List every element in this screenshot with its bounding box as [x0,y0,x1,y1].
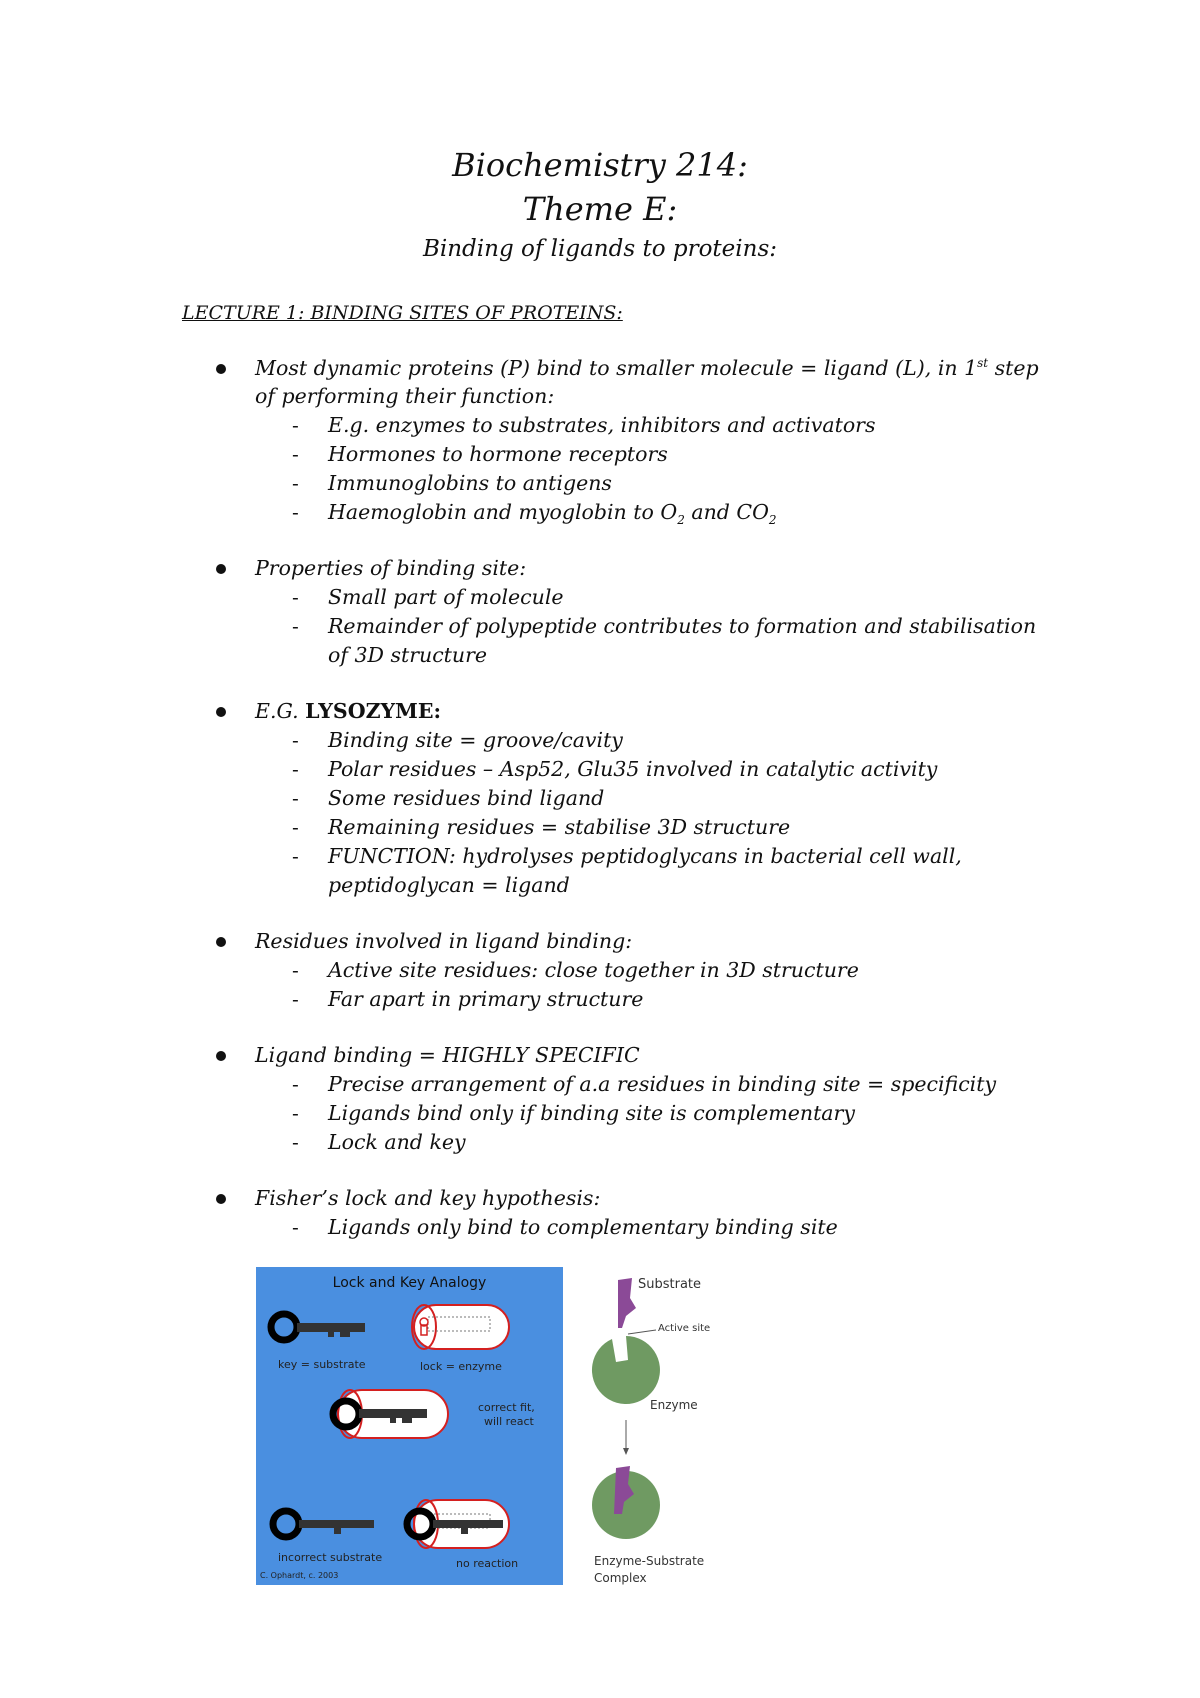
enzyme-drawing [586,1268,726,1588]
list-item: Ligands bind only if binding site is complementary [328,1101,855,1125]
active-site-label: Active site [658,1323,711,1334]
correct-fit-label: correct fit, [478,1401,535,1414]
bullet-icon [216,937,226,947]
dash-icon: - [292,728,299,752]
figure-title: Lock and Key Analogy [332,1275,487,1291]
bullet-icon [216,1051,226,1061]
dash-icon: - [292,786,299,810]
theme-title: Theme E: [522,190,678,228]
list-item: E.g. enzymes to substrates, inhibitors and activators [328,413,876,437]
complex-label-1: Enzyme-Substrate [594,1554,705,1568]
list-item: Active site residues: close together in 3D structure [328,958,859,982]
list-item: Far apart in primary structure [328,987,644,1011]
section2-head: Properties of binding site: [255,556,527,580]
dash-icon: - [292,471,299,495]
section6-head: Fisher’s lock and key hypothesis: [255,1186,601,1210]
list-item: Binding site = groove/cavity [328,728,623,752]
dash-icon: - [292,1130,299,1154]
dash-icon: - [292,815,299,839]
dash-icon: - [292,413,299,437]
dash-icon: - [292,757,299,781]
list-item-continued: of 3D structure [328,643,488,667]
list-item-continued: peptidoglycan = ligand [328,873,570,897]
list-item: Immunoglobins to antigens [328,471,612,495]
bullet-icon [216,564,226,574]
section4-head: Residues involved in ligand binding: [255,929,633,953]
list-item: Small part of molecule [328,585,564,609]
no-reaction-icon [407,1500,509,1548]
section1-line1: Most dynamic proteins (P) bind to smaller molecule = ligand (L), in 1st step [255,356,1039,380]
section3-head: E.G. LYSOZYME: [255,699,442,723]
complex-label-2: Complex [594,1571,647,1585]
course-title: Biochemistry 214: [452,146,748,184]
list-item-haemoglobin: Haemoglobin and myoglobin to $O_2$ and $CO_2$ [328,500,777,528]
will-react-label: will react [484,1415,534,1428]
dash-icon: - [292,958,299,982]
lock-key-figure [256,1267,563,1585]
list-item: Polar residues – Asp52, Glu35 involved in catalytic activity [328,757,938,781]
subtitle: Binding of ligands to proteins: [422,236,777,262]
substrate-label: Substrate [638,1277,702,1292]
list-item: Remainder of polypeptide contributes to formation and stabilisation [328,614,1037,638]
enzyme-label: Enzyme [650,1398,698,1412]
dash-icon: - [292,987,299,1011]
correct-fit-icon [333,1390,448,1438]
dash-icon: - [292,585,299,609]
enzyme-icon [592,1336,660,1404]
section1-line2: of performing their function: [255,384,555,408]
bullet-icon [216,364,226,374]
dash-icon: - [292,1072,299,1096]
dash-icon: - [292,1215,299,1239]
no-reaction-label: no reaction [456,1557,519,1570]
list-item: Some residues bind ligand [328,786,605,810]
incorrect-label: incorrect substrate [278,1551,383,1564]
incorrect-key-icon [273,1511,374,1537]
dash-icon: - [292,1101,299,1125]
dash-icon: - [292,844,299,868]
enzyme-substrate-figure [586,1268,726,1588]
lock-icon [412,1305,509,1349]
figure-credit: C. Ophardt, c. 2003 [260,1571,339,1580]
dash-icon: - [292,442,299,466]
substrate-icon [618,1278,636,1328]
key-icon [271,1314,365,1340]
list-item: Remaining residues = stabilise 3D structure [328,815,791,839]
list-item: Precise arrangement of a.a residues in binding site = specificity [328,1072,997,1096]
lecture-heading: LECTURE 1: BINDING SITES OF PROTEINS: [182,302,623,324]
dash-icon: - [292,500,299,524]
section5-head: Ligand binding = HIGHLY SPECIFIC [255,1043,640,1067]
key-label: key = substrate [278,1358,366,1371]
list-item: Ligands only bind to complementary binding site [328,1215,838,1239]
bullet-icon [216,1194,226,1204]
list-item: Lock and key [328,1130,466,1154]
lock-label: lock = enzyme [420,1360,502,1373]
list-item: FUNCTION: hydrolyses peptidoglycans in bacterial cell wall, [328,844,962,868]
dash-icon: - [292,614,299,638]
bullet-icon [216,707,226,717]
list-item: Hormones to hormone receptors [328,442,668,466]
